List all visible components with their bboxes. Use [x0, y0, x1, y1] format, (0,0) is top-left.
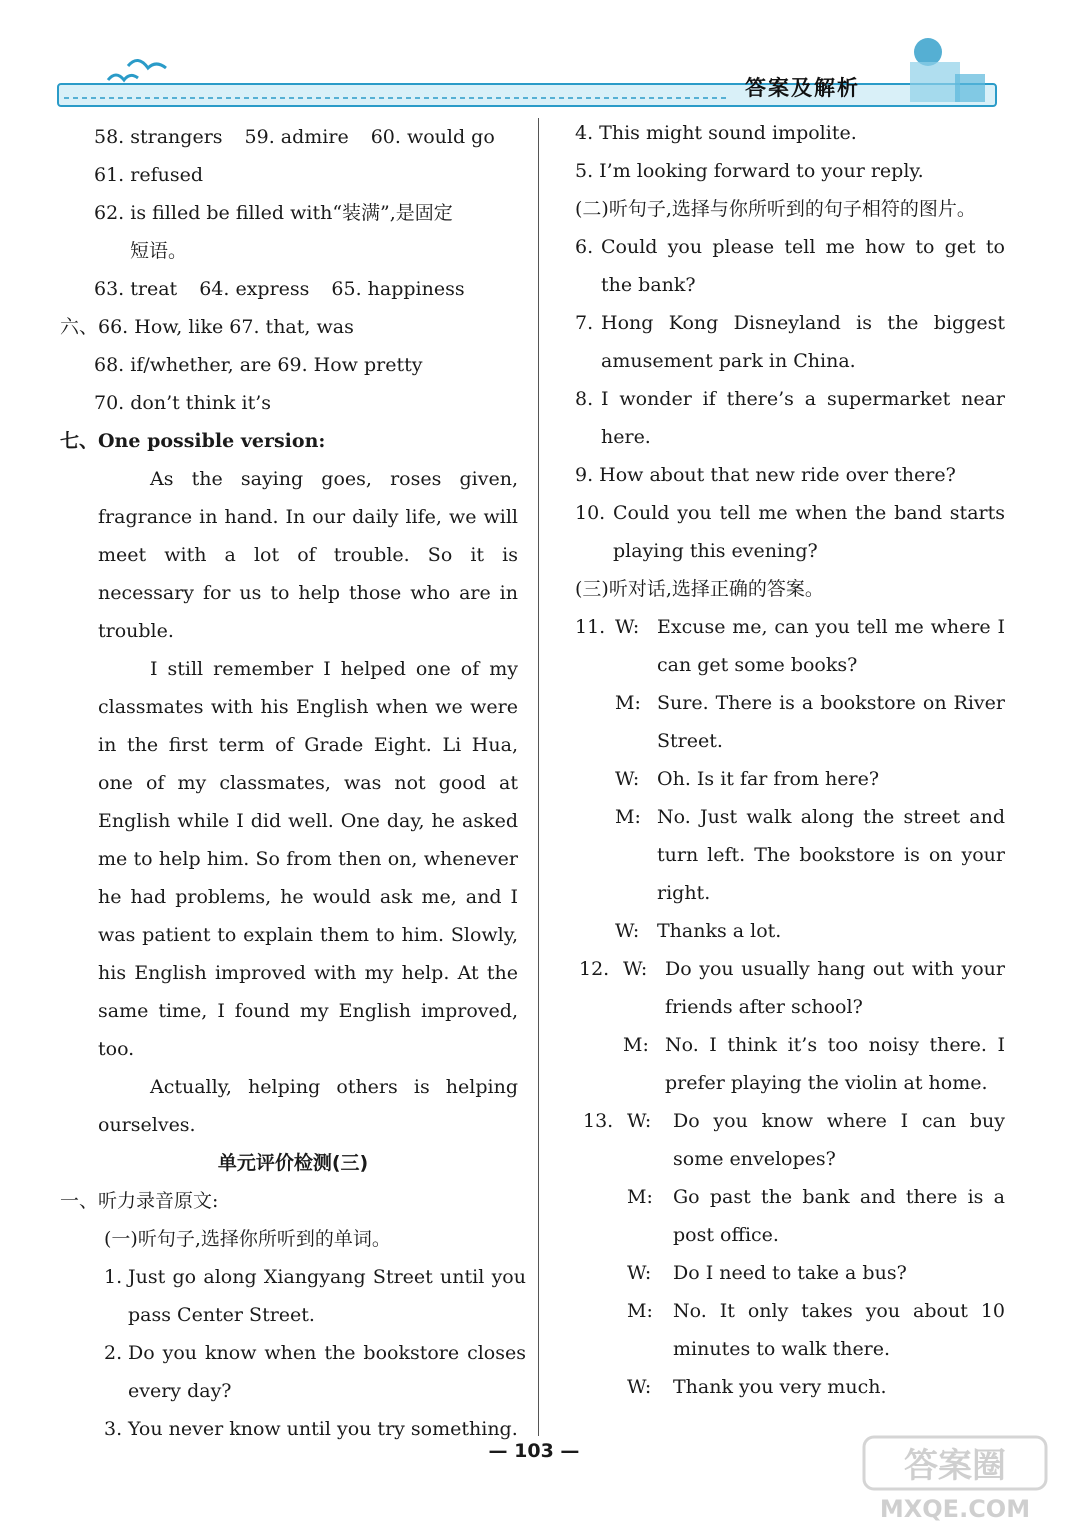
answer-line: 70. don’t think it’s: [94, 392, 272, 414]
listening-sentence: 10. Could you tell me when the band starts playing this evening?: [575, 502, 1005, 562]
listening-sentence: 4. This might sound impolite.: [575, 122, 857, 144]
dialogue-line: M: No. Just walk along the street and turn left. The bookstore is on your right.: [615, 806, 1005, 904]
page-header: [0, 0, 1068, 120]
bird-icon: [108, 75, 138, 80]
listening-sentence: 3. You never know until you try something.: [104, 1418, 518, 1440]
left-column: [60, 118, 526, 1448]
essay-paragraph: Actually, helping others is helping ourselves.: [98, 1076, 518, 1136]
svg-text:答案圈: 答案圈: [904, 1446, 1006, 1486]
svg-text:MXQE.COM: MXQE.COM: [879, 1495, 1031, 1523]
dialogue-line: M: No. I think it’s too noisy there. I prefer playing the violin at home.: [623, 1034, 1005, 1094]
listening-sentence: 7. Hong Kong Disneyland is the biggest amusement park in China.: [575, 312, 1005, 372]
dialogue-line: 12. W: Do you usually hang out with your friends after school?: [579, 958, 1005, 1018]
answer-line: 短语。: [130, 240, 188, 262]
answer-line: 61. refused: [94, 164, 204, 186]
watermark-logo: [860, 1431, 1050, 1526]
dialogue-line: W: Oh. Is it far from here?: [615, 768, 880, 790]
page-number: — 103 —: [488, 1440, 580, 1462]
dialogue-line: M: Sure. There is a bookstore on River Street.: [615, 692, 1005, 752]
essay-paragraph: I still remember I helped one of my classmates with his English when we were in the first term of Grade Eight. Li Hua, one of my classmates, was not good at English while I did well. One day, he asked me to help him. So from then on, whenever he had problems, he would ask me, and I was patient to explain them to him. Slowly, his English improved with my help. At the same time, I found my English improved, too.: [98, 658, 518, 1060]
part-heading: (二)听句子,选择与你所听到的句子相符的图片。: [575, 198, 976, 220]
dialogue-line: M: Go past the bank and there is a post office.: [627, 1186, 1005, 1246]
listening-sentence: 8. I wonder if there’s a supermarket near here.: [575, 388, 1005, 448]
dialogue-line: 13. W: Do you know where I can buy some envelopes?: [583, 1110, 1005, 1170]
unit-title: 单元评价检测(三): [217, 1152, 369, 1174]
dialogue-line: W: Thank you very much.: [627, 1376, 887, 1398]
dialogue-line: M: No. It only takes you about 10 minutes to walk there.: [627, 1300, 1005, 1360]
dialogue-13: [575, 1102, 1005, 1406]
essay-paragraph: As the saying goes, roses given, fragrance in hand. In our daily life, we will meet with a lot of trouble. So it is necessary for us to help those who are in trouble.: [98, 468, 518, 642]
header-banner: [0, 0, 1068, 120]
dialogue-line: 11. W: Excuse me, can you tell me where I can get some books?: [575, 616, 1005, 676]
dialogue-line: W: Thanks a lot.: [615, 920, 782, 942]
listening-sentence: 1. Just go along Xiangyang Street until you pass Center Street.: [104, 1266, 526, 1326]
dialogue-line: W: Do I need to take a bus?: [627, 1262, 907, 1284]
bird-icon: [128, 60, 166, 68]
listening-sentence: 6. Could you please tell me how to get to the bank?: [575, 236, 1005, 296]
listening-sentence: 5. I’m looking forward to your reply.: [575, 160, 924, 182]
dialogue-12: [575, 950, 1005, 1102]
answer-line: 63. treat 64. express 65. happiness: [94, 278, 465, 300]
answer-line: 68. if/whether, are 69. How pretty: [94, 354, 423, 376]
part-heading: (一)听句子,选择你所听到的单词。: [104, 1228, 391, 1250]
listening-sentence: 2. Do you know when the bookstore closes every day?: [104, 1342, 526, 1402]
answer-line: 六、66. How, like 67. that, was: [60, 316, 354, 338]
section-heading: 一、听力录音原文:: [60, 1190, 219, 1212]
part-heading: (三)听对话,选择正确的答案。: [575, 578, 824, 600]
section-heading: 七、One possible version:: [60, 430, 326, 452]
right-column: [575, 118, 1005, 1406]
answer-line: 62. is filled be filled with“装满”,是固定: [94, 202, 453, 224]
dialogue-11: [575, 608, 1005, 950]
header-title: 答案及解析: [745, 76, 860, 100]
answer-line: 58. strangers 59. admire 60. would go: [94, 126, 495, 148]
column-divider: [538, 118, 539, 1436]
listening-sentence: 9. How about that new ride over there?: [575, 464, 956, 486]
